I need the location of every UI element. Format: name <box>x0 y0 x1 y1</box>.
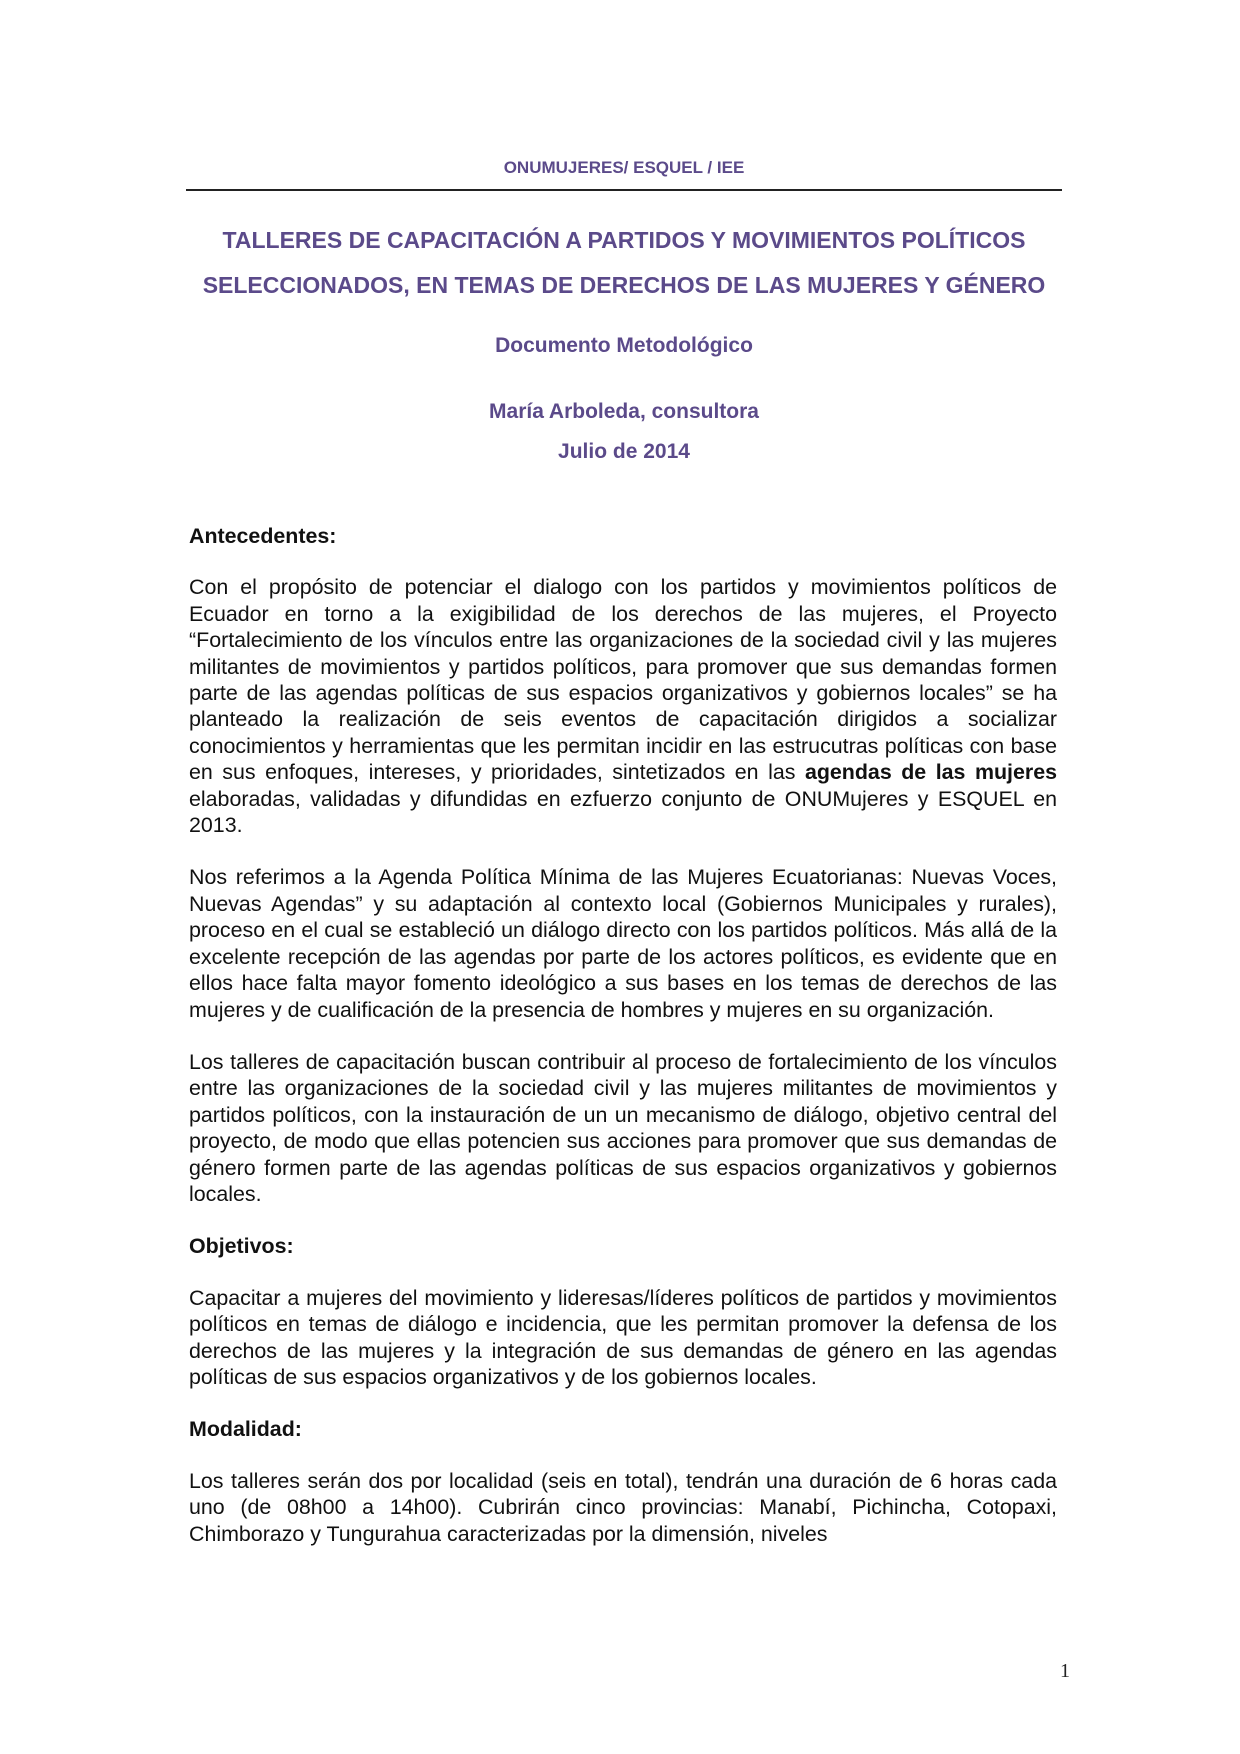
heading-antecedentes: Antecedentes: <box>189 524 337 548</box>
paragraph-antecedentes-1-bold: agendas de las mujeres <box>804 760 1057 785</box>
paragraph-antecedentes-1-start: Con el propósito de potenciar el dialogo con los partidos y movimientos políticos de Ecuador en torno a la exigibilidad de los derechos de las mujeres, el Proyecto “Fortalecimiento de los vínculos entre las organizaciones de la sociedad civil y las mujeres militantes de movimientos y partidos políticos, para promover que sus demandas formen parte de las agendas políticas de sus espacios organizativos y gobiernos locales” se ha planteado la realización de seis eventos de capacitación dirigidos a socializar conocimientos y herramientas que les permitan incidir en las estrucutras políticas con base en sus enfoques, intereses, y prioridades, sintetizados en las <box>189 575 1057 785</box>
title-line-1: TALLERES DE CAPACITACIÓN A PARTIDOS Y MOVIMIENTOS POLÍTICOS <box>222 227 1026 253</box>
paragraph-objetivos-1: Capacitar a mujeres del movimiento y lideresas/líderes políticos de partidos y movimientos políticos en temas de diálogo e incidencia, que les permitan promover la defensa de los derechos de las mujeres y la integración de sus demandas de género en las agendas políticas de sus espacios organizativos y de los gobiernos locales. <box>189 1285 1057 1389</box>
paragraph-antecedentes-2: Nos referimos a la Agenda Política Mínima de las Mujeres Ecuatorianas: Nuevas Voces, Nuevas Agendas” y su adaptación al contexto local (Gobiernos Municipales y rurales), proceso en el cual se estableció un diálogo directo con los partidos políticos. Más allá de la excelente recepción de las agendas por parte de los actores políticos, es evidente que en ellos hace falta mayor fomento ideológico a sus bases en los temas de derechos de las mujeres y de cualificación de la presencia de hombres y mujeres en su organización. <box>189 865 1057 1022</box>
title-line-2: SELECCIONADOS, EN TEMAS DE DERECHOS DE LAS MUJERES Y GÉNERO <box>202 272 1046 298</box>
heading-objetivos: Objetivos: <box>189 1234 294 1259</box>
document-title <box>186 218 1062 308</box>
paragraph-antecedentes-3: Los talleres de capacitación buscan contribuir al proceso de fortalecimiento de los vínculos entre las organizaciones de la sociedad civil y las mujeres militantes de movimientos y partidos políticos, con la instauración de un un mecanismo de diálogo, objetivo central del proyecto, de modo que ellas potencien sus acciones para promover que sus demandas de género formen parte de las agendas políticas de sus espacios organizativos y gobiernos locales. <box>189 1049 1057 1206</box>
header-organizations: ONUMUJERES/ ESQUEL / IEE <box>503 158 745 177</box>
paragraph-antecedentes-1-end: elaboradas, validadas y difundidas en ezfuerzo conjunto de ONUMujeres y ESQUEL en 2013. <box>189 786 1057 838</box>
document-type: Documento Metodológico <box>495 334 753 357</box>
document-body <box>189 523 1057 1547</box>
page-number: 1 <box>1060 1660 1070 1682</box>
document-date: Julio de 2014 <box>558 440 690 463</box>
heading-modalidad: Modalidad: <box>189 1417 302 1442</box>
author: María Arboleda, consultora <box>489 400 759 423</box>
header-divider <box>186 189 1062 191</box>
paragraph-antecedentes-1 <box>189 574 1057 838</box>
paragraph-modalidad-1: Los talleres serán dos por localidad (seis en total), tendrán una duración de 6 horas cada uno (de 08h00 a 14h00). Cubrirán cinco provincias: Manabí, Pichincha, Cotopaxi, Chimborazo y Tungurahua caracterizadas por la dimensión, niveles <box>189 1468 1057 1546</box>
